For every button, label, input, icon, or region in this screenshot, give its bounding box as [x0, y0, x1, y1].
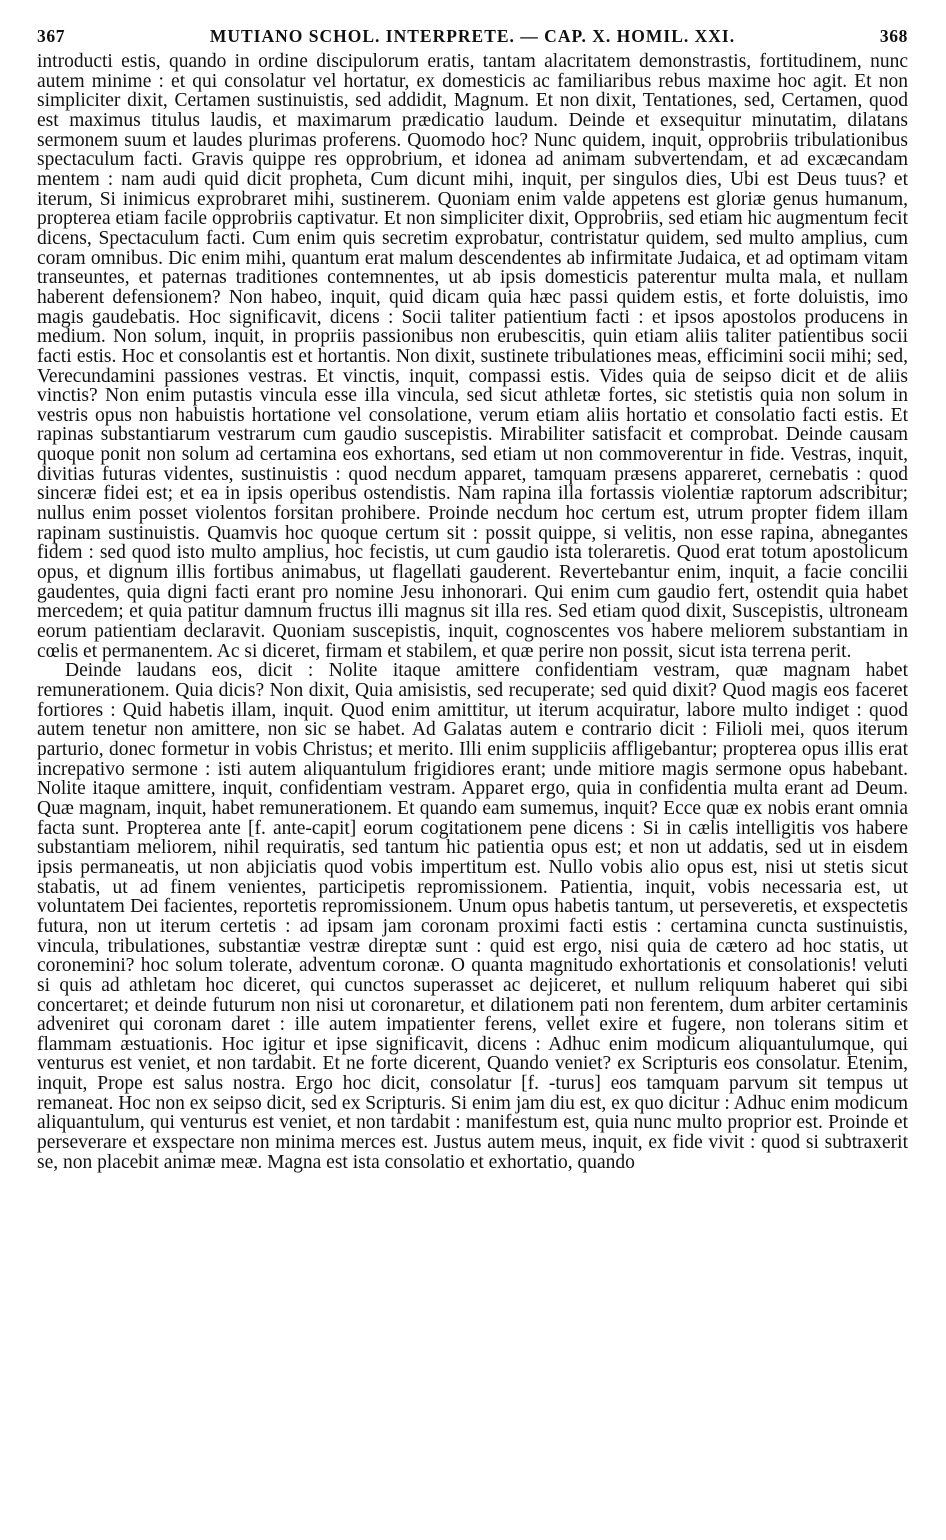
- page-number-right: 368: [879, 26, 908, 46]
- paragraph-1: introducti estis, quando in ordine discipulorum eratis, tantam alacritatem demonstrastis, fortitudinem, nunc autem minime : et qui consolatur vel hortatur, ex domesticis ac familiaribus rebus maxime hoc agit. Et non simpliciter dixit, Certamen sustinuistis, sed addidit, Magnum. Et non dixit, Tentationes, sed, Certamen, quod est maximus titulus laudis, et maximarum prædicatio laudum. Deinde et exsequitur minutatim, dilatans sermonem suum et laudes plurimas proferens. Quomodo hoc? Nunc quidem, inquit, opprobriis tribulationibus spectaculum facti. Gravis quippe res opprobrium, et idonea ad animam subvertendam, et ad excæcandam mentem : nam audi quid dicit propheta, Cum dicunt mihi, inquit, per singulos dies, Ubi est Deus tuus? et iterum, Si inimicus exprobraret mihi, sustinerem. Quoniam enim valde appetens est gloriæ genus humanum, propterea etiam facile opprobriis captivatur. Et non simpliciter dixit, Opprobriis, sed etiam hic augmentum fecit dicens, Spectaculum facti. Cum enim quis secretim exprobatur, contristatur quidem, sed multo amplius, cum coram omnibus. Dic enim mihi, quantum erat malum descendentes ab infirmitate Judaica, et ad optimam vitam transeuntes, et paternas traditiones contemnentes, ut ab ipsis domesticis paterentur multa mala, et nullam haberent defensionem? Non habeo, inquit, quid dicam quia hæc passi quidem estis, et forte doluistis, imo magis gaudebatis. Hoc significavit, dicens : Socii taliter patientium facti : et ipsos apostolos producens in medium. Non solum, inquit, in propriis passionibus non erubescitis, quin etiam aliis taliter patientibus socii facti estis. Hoc et consolantis est et hortantis. Non dixit, sustinete tribulationes meas, efficimini socii mihi; sed, Verecundamini passiones vestras. Et vinctis, inquit, compassi estis. Vides quia de seipso dicit et de aliis vinctis? Non enim putastis vincula esse illa vincula, sed sicut athletæ fortes, sic stetistis quia non solum in vestris opus non habuistis hortatione vel consolatione, verum etiam aliis hortatio et consolatio facti estis. Et rapinas substantiarum vestrarum cum gaudio suscepistis. Mirabiliter satisfacit et comprobat. Deinde causam quoque ponit non solum ad certamina eos exhortans, sed etiam ut non commoverentur in fide. Vestras, inquit, divitias futuras videntes, sustinuistis : quod necdum apparet, tamquam præsens appareret, cernebatis : quod sinceræ fidei est; et ea in ipsis operibus ostendistis. Nam rapina illa fortassis violentiæ raptorum adscribitur; nullus enim posset violentos forsitan prohibere. Proinde necdum hoc certum est, utrum propter fidem illam rapinam sustinuistis. Quamvis hoc quoque certum sit : possit quippe, si velitis, non esse rapina, abnegantes fidem : sed quod isto multo amplius, hoc fecistis, ut cum gaudio ista toleraretis. Quod erat totum apostolicum opus, et dignum illis fortibus animabus, ut flagellati gauderent. Revertebantur enim, inquit, a facie concilii gaudentes, quia digni facti erant pro nomine Jesu inhonorari. Qui enim cum gaudio fert, ostendit quia habet mercedem; et quia patitur damnum fructus illi magnus sit illa res. Sed etiam quod dixit, Suscepistis, ultroneam eorum patientiam declaravit. Quoniam suscepistis, inquit, cognoscentes vos habere meliorem substantiam in cœlis et permanentem. Ac si diceret, firmam et stabilem, et quæ perire non possit, sicut ista terrena perit.: [37, 51, 908, 662]
- text-body: [37, 52, 908, 1172]
- running-header: [37, 26, 908, 50]
- running-title: MUTIANO SCHOL. INTERPRETE. — CAP. X. HOMIL. XXI.: [209, 26, 736, 46]
- paragraph-2: Deinde laudans eos, dicit : Nolite itaque amittere confidentiam vestram, quæ magnam habet remunerationem. Quia dicis? Non dixit, Quia amisistis, sed recuperate; sed quid dixit? Quod magis eos faceret fortiores : Quid habetis illam, inquit. Quod enim amittitur, ut iterum acquiratur, labore multo indiget : quod autem tenetur non amittere, non sic se habet. Ad Galatas autem e contrario dicit : Filioli mei, quos iterum parturio, donec formetur in vobis Christus; et merito. Illi enim suppliciis affligebantur; propterea opus illis erat increpativo sermone : isti autem aliquantulum frigidiores erant; unde mitiore magis sermone opus habebant. Nolite itaque amittere, inquit, confidentiam vestram. Apparet ergo, quia in confidentia multa erant ad Deum. Quæ magnam, inquit, habet remunerationem. Et quando eam sumemus, inquit? Ecce quæ ex nobis erant omnia facta sunt. Propterea ante [f. ante-capit] eorum cogitationem pene dicens : Si in cælis intelligitis vos habere substantiam meliorem, nihil requiratis, sed tantum hic patientia opus est; et non ut addatis, sed ut in eisdem ipsis permaneatis, ut non abjiciatis quod vobis impertitum est. Nullo vobis alio opus est, nisi ut stetis sicut stabatis, ut ad finem venientes, participetis repromissionem. Patientia, inquit, vobis necessaria est, ut voluntatem Dei facientes, reportetis repromissionem. Unum opus habetis tantum, ut perseveretis, et exspectetis futura, non ut iterum certetis : ad ipsam jam coronam proximi facti estis : certamina cuncta sustinuistis, vincula, tribulationes, substantiæ vestræ direptæ sunt : quid est ergo, nisi quia de cætero ad hoc statis, ut coronemini? hoc solum tolerate, adventum coronæ. O quanta magnitudo exhortationis et consolationis! veluti si quis ad athletam hoc diceret, qui cunctos superasset ac dejiceret, et nullum reliquum haberet qui sibi concertaret; et deinde futurum non nisi ut coronaretur, et dilationem pati non ferentem, dum arbiter certaminis adveniret qui coronam daret : ille autem impatienter ferens, vellet exire et fugere, non tolerans sitim et flammam æstuationis. Hoc igitur et ipse significavit, dicens : Adhuc enim modicum aliquantulumque, qui venturus est veniet, et non tardabit. Et ne forte dicerent, Quando veniet? ex Scripturis eos consolatur. Etenim, inquit, Prope est salus nostra. Ergo hoc dicit, consolatur [f. -turus] eos tamquam parvum sit tempus ut remaneat. Hoc non ex seipso dicit, sed ex Scripturis. Si enim jam diu est, ex quo dicitur : Adhuc enim modicum aliquantulum, qui venturus est veniet, et non tardabit : manifestum est, quia nunc multo proprior est. Proinde et perseverare et exspectare non minima merces est. Justus autem meus, inquit, ex fide vivit : quod si subtraxerit se, non placebit animæ meæ. Magna est ista consolatio et exhortatio, quando: [37, 660, 908, 1173]
- page-number-left: 367: [37, 26, 66, 46]
